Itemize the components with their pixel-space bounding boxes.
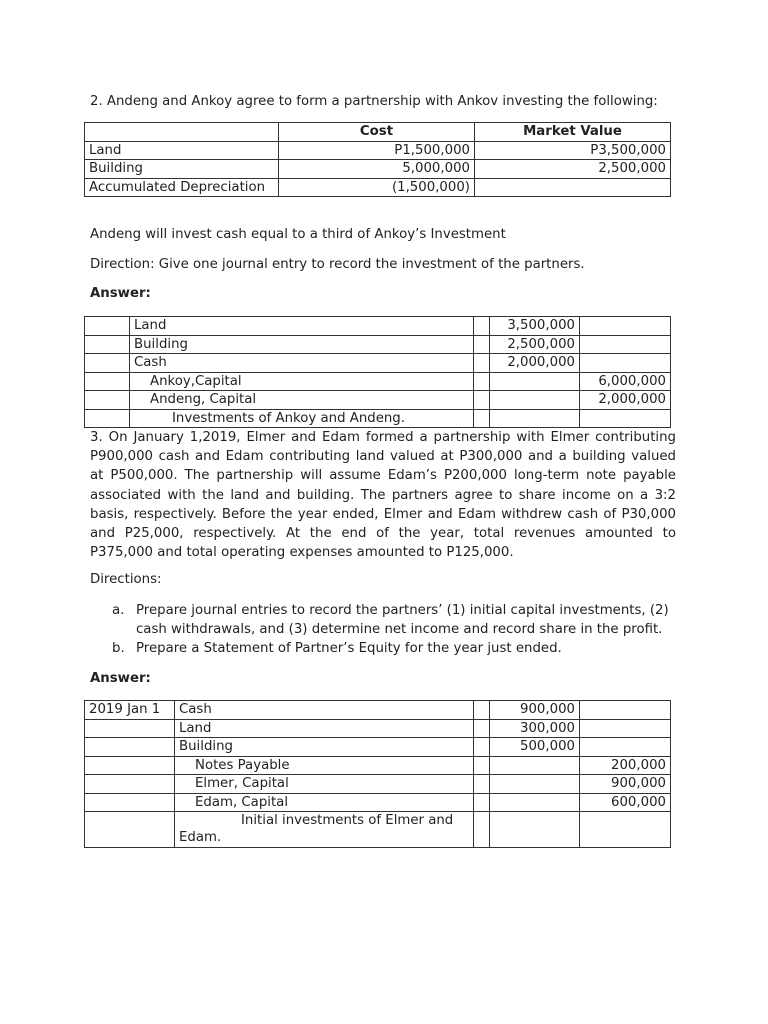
list-marker: a. — [112, 603, 125, 618]
journal-credit: 600,000 — [580, 793, 671, 812]
journal-credit: 6,000,000 — [580, 372, 671, 391]
journal-row — [85, 701, 671, 720]
list-text: Prepare a Statement of Partner’s Equity for the year just ended. — [136, 641, 562, 657]
journal-date — [85, 391, 130, 410]
journal-row — [85, 719, 671, 738]
journal-date — [85, 719, 175, 738]
q2-asset-table — [84, 122, 671, 197]
q2-answer-label: Answer: — [90, 286, 151, 301]
journal-debit — [490, 391, 580, 410]
journal-credit — [580, 409, 671, 428]
asset-market-value: 2,500,000 — [475, 160, 671, 179]
journal-date — [85, 793, 175, 812]
journal-debit: 300,000 — [490, 719, 580, 738]
asset-market-value: P3,500,000 — [475, 141, 671, 160]
journal-ref — [474, 317, 490, 336]
journal-date — [85, 317, 130, 336]
journal-account: Land — [130, 317, 474, 336]
q3-directions-list — [112, 601, 678, 659]
q3-text: 3. On January 1,2019, Elmer and Edam formed a partnership with Elmer contributing P900,000 cash and Edam contributing land valued at P300,000 and a building valued at P500,000. The partnership will assume Edam’s P200,000 long-term note payable associated with the land and building. The partners agree to share income on a 3:2 basis, respectively. Before the year ended, Elmer and Edam withdrew cash of P30,000 and P25,000, respectively. At the end of the year, total revenues amounted to P375,000 and total operating expenses amounted to P125,000. — [90, 430, 676, 561]
journal-row — [85, 391, 671, 410]
journal-ref — [474, 756, 490, 775]
header-blank — [85, 123, 279, 142]
journal-account: Cash — [175, 701, 474, 720]
journal-row — [85, 775, 671, 794]
journal-credit: 2,000,000 — [580, 391, 671, 410]
journal-debit — [490, 793, 580, 812]
journal-credit — [580, 317, 671, 336]
journal-account: Cash — [130, 354, 474, 373]
journal-account: Andeng, Capital — [130, 391, 474, 410]
journal-row — [85, 317, 671, 336]
asset-name: Building — [85, 160, 279, 179]
journal-account: Building — [175, 738, 474, 757]
table-row — [85, 178, 671, 197]
explanation-line-2: Edam. — [179, 830, 222, 845]
journal-ref — [474, 409, 490, 428]
journal-row — [85, 738, 671, 757]
journal-date — [85, 812, 175, 848]
list-marker: b. — [112, 641, 125, 657]
journal-debit — [490, 409, 580, 428]
journal-credit: 900,000 — [580, 775, 671, 794]
asset-name: Accumulated Depreciation — [85, 178, 279, 197]
q3-directions-label: Directions: — [90, 572, 162, 587]
asset-cost: 5,000,000 — [279, 160, 475, 179]
journal-date — [85, 372, 130, 391]
journal-row — [85, 354, 671, 373]
journal-account: Notes Payable — [175, 756, 474, 775]
journal-credit: 200,000 — [580, 756, 671, 775]
asset-name: Land — [85, 141, 279, 160]
q3-answer-label: Answer: — [90, 671, 151, 686]
journal-ref — [474, 391, 490, 410]
journal-date: 2019 Jan 1 — [85, 701, 175, 720]
header-market-value: Market Value — [475, 123, 671, 142]
journal-ref — [474, 372, 490, 391]
list-text: Prepare journal entries to record the partners’ (1) initial capital investments, (2) cash withdrawals, and (3) determine net income and record share in the profit. — [136, 603, 669, 638]
journal-debit: 2,500,000 — [490, 335, 580, 354]
journal-debit — [490, 812, 580, 848]
q3-journal-table — [84, 700, 671, 848]
journal-ref — [474, 775, 490, 794]
header-cost: Cost — [279, 123, 475, 142]
journal-account: Building — [130, 335, 474, 354]
journal-ref — [474, 719, 490, 738]
journal-account: Ankoy,Capital — [130, 372, 474, 391]
journal-ref — [474, 793, 490, 812]
journal-row — [85, 756, 671, 775]
journal-credit — [580, 719, 671, 738]
journal-ref — [474, 335, 490, 354]
journal-row — [85, 335, 671, 354]
q2-direction: Direction: Give one journal entry to record the investment of the partners. — [90, 257, 585, 272]
journal-explanation: Investments of Ankoy and Andeng. — [130, 409, 474, 428]
table-header-row — [85, 123, 671, 142]
journal-credit — [580, 812, 671, 848]
journal-ref — [474, 738, 490, 757]
journal-row — [85, 372, 671, 391]
asset-cost: (1,500,000) — [279, 178, 475, 197]
asset-cost: P1,500,000 — [279, 141, 475, 160]
journal-date — [85, 738, 175, 757]
journal-account: Edam, Capital — [175, 793, 474, 812]
list-item — [112, 639, 678, 658]
journal-credit — [580, 738, 671, 757]
journal-ref — [474, 812, 490, 848]
journal-account: Elmer, Capital — [175, 775, 474, 794]
journal-explanation — [175, 812, 474, 848]
journal-row — [85, 812, 671, 848]
journal-date — [85, 354, 130, 373]
journal-row — [85, 409, 671, 428]
journal-debit: 500,000 — [490, 738, 580, 757]
journal-debit: 900,000 — [490, 701, 580, 720]
journal-ref — [474, 701, 490, 720]
q2-journal-table — [84, 316, 671, 428]
journal-date — [85, 756, 175, 775]
journal-debit — [490, 775, 580, 794]
asset-market-value — [475, 178, 671, 197]
journal-date — [85, 409, 130, 428]
journal-date — [85, 335, 130, 354]
journal-debit: 3,500,000 — [490, 317, 580, 336]
journal-credit — [580, 354, 671, 373]
journal-account: Land — [175, 719, 474, 738]
journal-debit — [490, 372, 580, 391]
journal-row — [85, 793, 671, 812]
journal-credit — [580, 335, 671, 354]
table-row — [85, 141, 671, 160]
journal-debit: 2,000,000 — [490, 354, 580, 373]
q2-intro: 2. Andeng and Ankoy agree to form a partnership with Ankov investing the following: — [90, 94, 658, 109]
list-item — [112, 601, 678, 639]
table-row — [85, 160, 671, 179]
q2-note: Andeng will invest cash equal to a third of Ankoy’s Investment — [90, 227, 506, 242]
explanation-line-1: Initial investments of Elmer and — [241, 813, 454, 828]
journal-debit — [490, 756, 580, 775]
journal-ref — [474, 354, 490, 373]
journal-date — [85, 775, 175, 794]
journal-credit — [580, 701, 671, 720]
